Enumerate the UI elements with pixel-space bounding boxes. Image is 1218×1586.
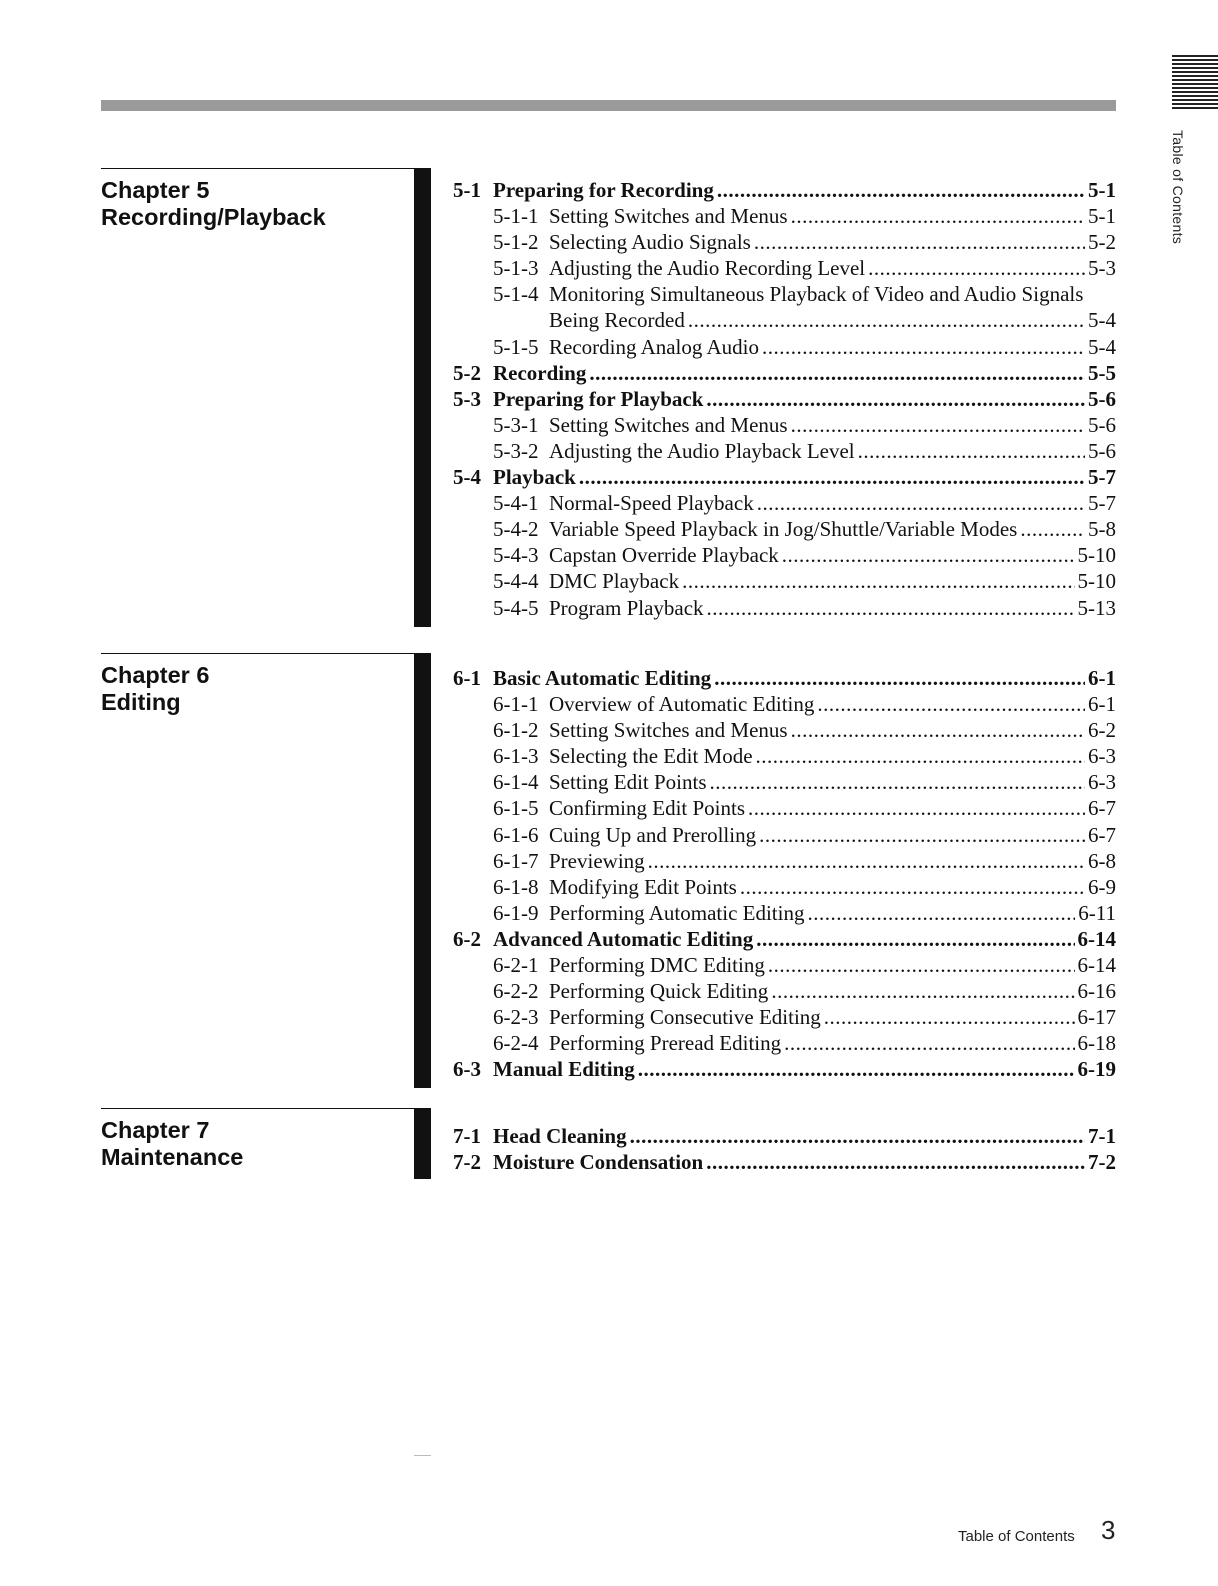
top-rule <box>101 100 1116 111</box>
toc-entry-number: 6-1-5 <box>493 796 539 821</box>
toc-entry-title: Capstan Override Playback <box>549 543 779 568</box>
toc-entry-number: 6-2-3 <box>493 1005 539 1030</box>
dot-leader <box>740 874 1085 900</box>
toc-entry-title: Performing Consecutive Editing <box>549 1005 821 1030</box>
toc-entry-title: Previewing <box>549 848 645 873</box>
toc-entry-page: 5-5 <box>1088 360 1116 385</box>
dot-leader <box>1020 516 1085 542</box>
toc-entry-title: Setting Edit Points <box>549 770 707 795</box>
chapter-name: Editing <box>101 689 181 715</box>
toc-entry-title: Recording Analog Audio <box>549 334 759 359</box>
toc-entry-page: 5-8 <box>1088 517 1116 542</box>
toc-entry-title: Cuing Up and Prerolling <box>549 822 757 847</box>
toc-entry-number: 5-2 <box>453 360 481 385</box>
toc-entry-number: 6-1-7 <box>493 848 539 873</box>
dot-leader <box>589 360 1085 386</box>
toc-entry-title: Confirming Edit Points <box>549 796 746 821</box>
dot-leader <box>757 490 1085 516</box>
toc-entry-page: 7-1 <box>1088 1124 1116 1148</box>
toc-entry[interactable] <box>453 255 1116 281</box>
toc-entry-page: 5-10 <box>1077 543 1116 568</box>
toc-entry-number: 5-4-1 <box>493 491 539 516</box>
chapter-rule <box>101 1108 431 1109</box>
toc-entry-page: 6-14 <box>1077 926 1116 951</box>
dot-leader <box>759 822 1085 848</box>
toc-entry-number: 5-4-5 <box>493 595 539 620</box>
toc-entry-title: Preparing for Recording <box>493 178 714 202</box>
toc-entry[interactable] <box>453 769 1116 795</box>
footer-label: Table of Contents <box>958 1528 1075 1545</box>
toc-entry[interactable] <box>453 691 1116 717</box>
chapter-6-bar <box>414 653 431 1088</box>
chapter-7-heading <box>101 1108 431 1171</box>
toc-entry-number: 5-1-1 <box>493 204 539 229</box>
dot-leader <box>714 665 1085 691</box>
chapter-name: Recording/Playback <box>101 204 326 230</box>
toc-entry-title: Setting Switches and Menus <box>549 412 788 437</box>
toc-entry-number: 5-4-3 <box>493 543 539 568</box>
toc-entry-page: 6-3 <box>1088 744 1116 769</box>
toc-entry-title: Overview of Automatic Editing <box>549 692 815 717</box>
toc-entry[interactable] <box>453 360 1116 386</box>
chapter-rule <box>101 168 431 169</box>
toc-entry-number: 6-2 <box>453 926 481 951</box>
toc-entry-title: Performing DMC Editing <box>549 953 765 978</box>
dot-leader <box>768 952 1075 978</box>
toc-entry-title: Manual Editing <box>493 1057 635 1082</box>
toc-entry-title: Adjusting the Audio Recording Level <box>549 256 866 281</box>
toc-entry-page: 5-7 <box>1088 465 1116 490</box>
toc-entry-number: 6-3 <box>453 1057 481 1082</box>
toc-entry-number: 6-1-2 <box>493 718 539 743</box>
toc-entry-number: 6-2-4 <box>493 1031 539 1056</box>
toc-entry-page: 5-3 <box>1088 256 1116 281</box>
toc-entry-page: 6-11 <box>1078 900 1116 925</box>
toc-entry[interactable] <box>453 926 1116 952</box>
chapter-5-toc <box>453 177 1116 621</box>
toc-entry-title: Setting Switches and Menus <box>549 718 788 743</box>
toc-entry-number: 5-1-3 <box>493 256 539 281</box>
toc-entry[interactable] <box>453 334 1116 360</box>
toc-entry-number: 5-4-2 <box>493 517 539 542</box>
toc-entry-page: 6-3 <box>1088 770 1116 795</box>
toc-entry[interactable] <box>453 516 1116 542</box>
toc-entry-page: 6-7 <box>1088 796 1116 821</box>
dot-leader <box>754 229 1085 255</box>
dot-leader <box>782 542 1075 568</box>
toc-entry-number: 6-2-2 <box>493 979 539 1004</box>
toc-entry-page: 6-14 <box>1077 953 1116 978</box>
dot-leader <box>717 177 1085 203</box>
toc-entry[interactable] <box>453 822 1116 848</box>
toc-entry-number: 5-3-2 <box>493 438 539 463</box>
toc-entry-title: Performing Quick Editing <box>549 979 769 1004</box>
toc-entry-number: 5-3-1 <box>493 412 539 437</box>
toc-entry-number: 7-2 <box>453 1150 481 1175</box>
toc-entry-page: 6-1 <box>1088 692 1116 717</box>
toc-entry-page: 5-6 <box>1088 386 1116 411</box>
toc-entry-page: 5-4 <box>1088 308 1116 333</box>
toc-entry-title: Adjusting the Audio Playback Level <box>549 438 855 463</box>
dot-leader <box>748 795 1085 821</box>
toc-entry[interactable] <box>453 952 1116 978</box>
toc-entry[interactable] <box>453 717 1116 743</box>
toc-entry-page: 6-2 <box>1088 718 1116 743</box>
toc-entry-page: 6-8 <box>1088 848 1116 873</box>
toc-entry-title: Program Playback <box>549 595 704 620</box>
dot-leader <box>648 848 1085 874</box>
toc-entry[interactable] <box>453 229 1116 255</box>
toc-entry[interactable] <box>453 203 1116 229</box>
toc-entry-page: 5-6 <box>1088 438 1116 463</box>
toc-entry[interactable] <box>453 795 1116 821</box>
chapter-7-toc <box>453 1123 1116 1175</box>
toc-entry[interactable] <box>453 386 1116 412</box>
chapter-label: Chapter 5 <box>101 177 210 203</box>
toc-entry-title: Moisture Condensation <box>493 1150 704 1175</box>
chapter-name: Maintenance <box>101 1144 244 1170</box>
toc-entry[interactable] <box>453 1056 1116 1082</box>
page-number: 3 <box>1101 1515 1116 1545</box>
toc-entry-number: 6-1-3 <box>493 744 539 769</box>
toc-entry[interactable] <box>453 1030 1116 1056</box>
toc-entry[interactable] <box>453 743 1116 769</box>
toc-entry[interactable] <box>453 1004 1116 1030</box>
toc-entry-title: Preparing for Playback <box>493 386 704 411</box>
toc-entry-page: 5-1 <box>1088 204 1116 229</box>
chapter-6-toc <box>453 665 1116 1083</box>
toc-entry-number: 6-1 <box>453 666 481 690</box>
toc-entry[interactable] <box>453 874 1116 900</box>
page-mark <box>414 1455 431 1456</box>
dot-leader <box>688 307 1085 333</box>
toc-entry-number: 6-1-6 <box>493 822 539 847</box>
toc-entry[interactable] <box>453 412 1116 438</box>
toc-entry-number: 5-1-5 <box>493 334 539 359</box>
toc-entry-number: 6-1-8 <box>493 874 539 899</box>
toc-entry[interactable] <box>453 568 1116 594</box>
dot-leader <box>756 926 1074 952</box>
toc-entry-page: 6-19 <box>1077 1057 1116 1082</box>
toc-entry-page: 5-7 <box>1088 491 1116 516</box>
dot-leader <box>710 769 1085 795</box>
toc-entry-title: Selecting Audio Signals <box>549 230 751 255</box>
toc-entry[interactable] <box>453 1123 1116 1149</box>
toc-entry-page: 5-13 <box>1077 595 1116 620</box>
toc-entry[interactable] <box>453 848 1116 874</box>
chapter-rule <box>101 653 431 654</box>
dot-leader <box>756 743 1085 769</box>
chapter-5-heading <box>101 168 431 231</box>
toc-entry-number: 5-4-4 <box>493 569 539 594</box>
toc-entry-title: Advanced Automatic Editing <box>493 926 754 951</box>
toc-entry[interactable] <box>453 177 1116 203</box>
toc-entry-page: 5-10 <box>1077 569 1116 594</box>
toc-entry-number: 6-1-9 <box>493 900 539 925</box>
toc-entry-page: 6-16 <box>1077 979 1116 1004</box>
toc-entry-number: 5-1-2 <box>493 230 539 255</box>
toc-entry-number: 6-1-4 <box>493 770 539 795</box>
toc-entry-title: Playback <box>493 465 576 490</box>
dot-leader <box>824 1004 1075 1030</box>
dot-leader <box>706 1149 1085 1175</box>
toc-entry-title: Normal-Speed Playback <box>549 491 754 516</box>
dot-leader <box>682 568 1074 594</box>
dot-leader <box>762 334 1085 360</box>
toc-entry[interactable] <box>453 542 1116 568</box>
toc-entry-title: Recording <box>493 360 587 385</box>
toc-entry-title: Performing Automatic Editing <box>549 900 805 925</box>
chapter-label: Chapter 7 <box>101 1117 210 1143</box>
chapter-5-bar <box>414 168 431 627</box>
toc-entry-number: 6-2-1 <box>493 953 539 978</box>
toc-entry-title: Setting Switches and Menus <box>549 204 788 229</box>
toc-entry-page: 5-1 <box>1088 178 1116 202</box>
toc-entry[interactable] <box>453 307 1116 333</box>
toc-entry-page: 5-4 <box>1088 334 1116 359</box>
dot-leader <box>791 717 1085 743</box>
dot-leader <box>579 464 1085 490</box>
toc-entry[interactable] <box>453 900 1116 926</box>
dot-leader <box>791 412 1085 438</box>
toc-entry-number: 6-1-1 <box>493 692 539 717</box>
toc-entry-page: 5-2 <box>1088 230 1116 255</box>
toc-entry-title: Basic Automatic Editing <box>493 666 712 690</box>
side-section-label: Table of Contents <box>1170 130 1186 245</box>
toc-entry[interactable] <box>453 1149 1116 1175</box>
dot-leader <box>706 386 1085 412</box>
toc-entry-page: 6-7 <box>1088 822 1116 847</box>
toc-entry-title: Monitoring Simultaneous Playback of Video and Audio Signals <box>549 282 1084 307</box>
toc-entry[interactable] <box>453 978 1116 1004</box>
dot-leader <box>858 438 1085 464</box>
dot-leader <box>707 595 1075 621</box>
toc-entry-page: 6-17 <box>1077 1005 1116 1030</box>
dot-leader <box>630 1123 1085 1149</box>
section-tab-marks <box>1172 55 1218 111</box>
chapter-7-bar <box>414 1108 431 1179</box>
toc-entry-title: Head Cleaning <box>493 1124 627 1148</box>
toc-entry[interactable] <box>453 438 1116 464</box>
toc-entry-number: 5-1 <box>453 178 481 202</box>
toc-entry-number: 5-1-4 <box>493 282 539 307</box>
toc-entry-title: DMC Playback <box>549 569 680 594</box>
toc-entry[interactable] <box>453 490 1116 516</box>
toc-entry[interactable] <box>453 281 1116 307</box>
toc-entry-page: 6-9 <box>1088 874 1116 899</box>
toc-entry-title: Being Recorded <box>549 308 685 333</box>
dot-leader <box>817 691 1085 717</box>
toc-entry-page: 7-2 <box>1088 1150 1116 1175</box>
toc-entry[interactable] <box>453 464 1116 490</box>
toc-entry-number: 5-4 <box>453 465 481 490</box>
toc-entry[interactable] <box>453 665 1116 691</box>
toc-entry-title: Modifying Edit Points <box>549 874 737 899</box>
toc-entry-title: Selecting the Edit Mode <box>549 744 753 769</box>
chapter-label: Chapter 6 <box>101 662 210 688</box>
dot-leader <box>638 1056 1075 1082</box>
toc-entry-page: 5-6 <box>1088 412 1116 437</box>
dot-leader <box>868 255 1085 281</box>
toc-entry[interactable] <box>453 595 1116 621</box>
toc-entry-page: 6-18 <box>1077 1031 1116 1056</box>
toc-entry-number: 5-3 <box>453 386 481 411</box>
dot-leader <box>784 1030 1074 1056</box>
chapter-6-heading <box>101 653 431 716</box>
toc-entry-title: Variable Speed Playback in Jog/Shuttle/Variable Modes <box>549 517 1018 542</box>
toc-entry-title: Performing Preread Editing <box>549 1031 782 1056</box>
dot-leader <box>791 203 1085 229</box>
dot-leader <box>807 900 1075 926</box>
toc-entry-page: 6-1 <box>1088 666 1116 690</box>
toc-entry-number: 7-1 <box>453 1124 481 1148</box>
dot-leader <box>771 978 1074 1004</box>
